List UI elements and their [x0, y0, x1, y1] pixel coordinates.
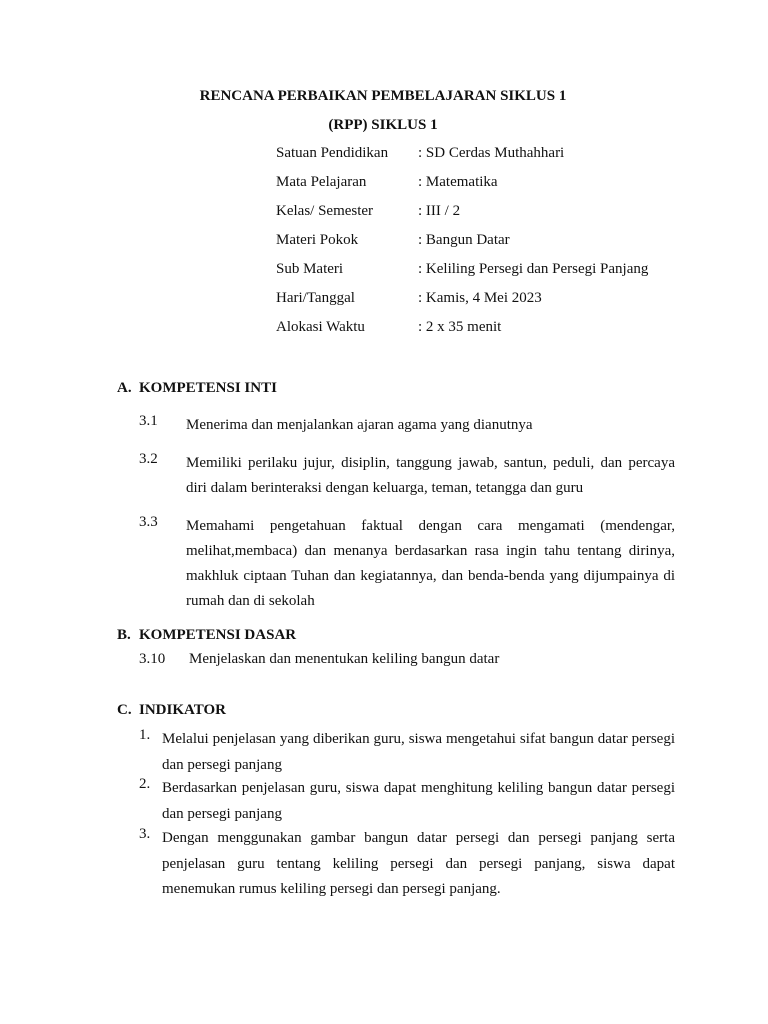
list-item: [139, 826, 675, 903]
document-subtitle: (RPP) SIKLUS 1: [328, 117, 438, 133]
item-number: 3.1: [139, 413, 158, 429]
identity-value: : Keliling Persegi dan Persegi Panjang: [418, 261, 649, 277]
identity-value: : Matematika: [418, 174, 498, 190]
item-text: Memahami pengetahuan faktual dengan cara mengamati (mendengar, melihat,membaca) dan menanya berdasarkan rasa ingin tahu tentang dirinya, makhluk ciptaan Tuhan dan kegiatannya, dan benda-benda yang dijumpainya di rumah dan di sekolah: [186, 518, 675, 609]
identity-label: Sub Materi: [276, 261, 344, 277]
section-heading-indikator: [117, 702, 226, 719]
item-text: Menerima dan menjalankan ajaran agama yang dianutnya: [186, 417, 533, 433]
list-item: [139, 514, 675, 614]
item-number: 3.: [139, 826, 151, 842]
identity-value: : 2 x 35 menit: [418, 319, 502, 335]
identity-label: Mata Pelajaran: [276, 174, 367, 190]
list-item: [139, 727, 675, 778]
item-number: 3.10: [139, 651, 166, 667]
document-title: RENCANA PERBAIKAN PEMBELAJARAN SIKLUS 1: [199, 88, 567, 104]
item-number: 2.: [139, 776, 151, 792]
identity-value: : Bangun Datar: [418, 232, 510, 248]
list-item: [139, 776, 675, 827]
item-number: 3.2: [139, 451, 158, 467]
identity-value: : SD Cerdas Muthahhari: [418, 145, 565, 161]
section-heading-text: KOMPETENSI INTI: [139, 380, 277, 396]
identity-value: : Kamis, 4 Mei 2023: [418, 290, 542, 306]
section-heading-text: KOMPETENSI DASAR: [139, 627, 297, 643]
item-text: Menjelaskan dan menentukan keliling bangun datar: [189, 651, 500, 667]
identity-label: Kelas/ Semester: [276, 203, 374, 219]
item-text: Dengan menggunakan gambar bangun datar persegi dan persegi panjang serta penjelasan guru tentang keliling persegi dan persegi panjang, siswa dapat menemukan rumus keliling persegi dan persegi panjang.: [162, 830, 675, 897]
item-text: Memiliki perilaku jujur, disiplin, tanggung jawab, santun, peduli, dan percaya diri dalam berinteraksi dengan keluarga, teman, tetangga dan guru: [186, 455, 675, 496]
section-heading-kompetensi-dasar: [117, 627, 296, 644]
list-item: [139, 451, 675, 501]
item-number: 3.3: [139, 514, 158, 530]
section-letter: C.: [117, 702, 132, 718]
section-letter: A.: [117, 380, 132, 396]
section-letter: B.: [117, 627, 131, 643]
list-item: [139, 413, 675, 438]
identity-label: Materi Pokok: [276, 232, 359, 248]
item-number: 1.: [139, 727, 151, 743]
section-heading-text: INDIKATOR: [139, 702, 226, 718]
list-item: [139, 651, 499, 668]
identity-label: Satuan Pendidikan: [276, 145, 389, 161]
section-heading-kompetensi-inti: [117, 380, 277, 397]
identity-label: Hari/Tanggal: [276, 290, 355, 306]
identity-value: : III / 2: [418, 203, 461, 219]
identity-label: Alokasi Waktu: [276, 319, 365, 335]
item-text: Berdasarkan penjelasan guru, siswa dapat menghitung keliling bangun datar persegi dan persegi panjang: [162, 780, 675, 822]
item-text: Melalui penjelasan yang diberikan guru, siswa mengetahui sifat bangun datar persegi dan persegi panjang: [162, 731, 675, 773]
